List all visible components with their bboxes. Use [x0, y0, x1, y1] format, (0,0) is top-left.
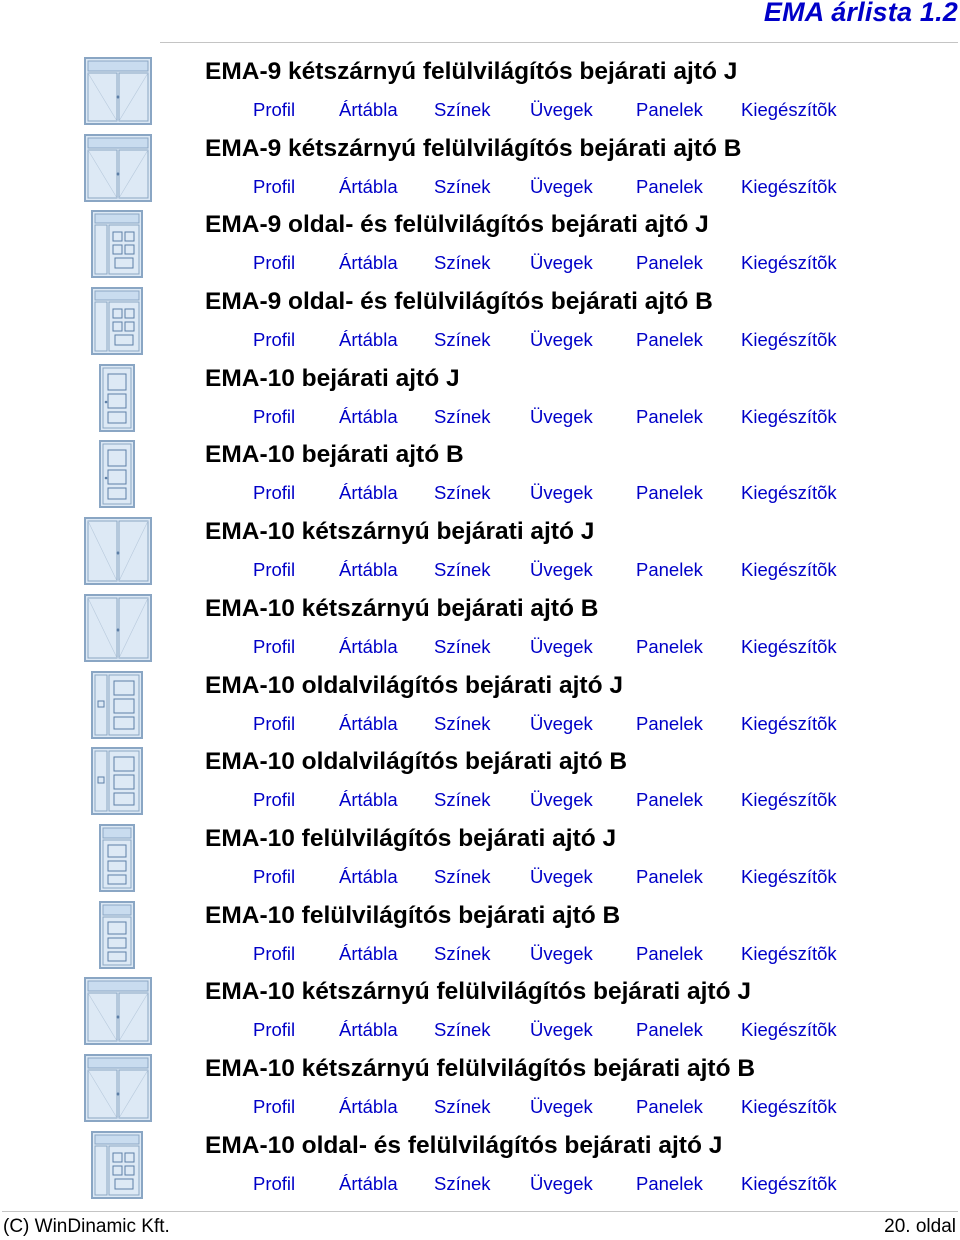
product-entry [0, 516, 960, 593]
link-artabla[interactable]: Ártábla [339, 405, 398, 427]
link-uvegek[interactable]: Üvegek [530, 789, 593, 811]
link-artabla[interactable]: Ártábla [339, 1172, 398, 1194]
link-profil[interactable]: Profil [253, 482, 296, 504]
product-link-bar [0, 636, 960, 660]
product-title: EMA-10 kétszárnyú bejárati ajtó J [205, 518, 595, 546]
link-kiegeszitok[interactable]: Kiegészítõk [741, 712, 837, 734]
product-title: EMA-10 felülvilágítós bejárati ajtó B [205, 901, 621, 929]
link-artabla[interactable]: Ártábla [339, 1095, 398, 1117]
product-link-bar [0, 176, 960, 200]
product-link-bar [0, 1173, 960, 1197]
link-uvegek[interactable]: Üvegek [530, 482, 593, 504]
link-szinek[interactable]: Színek [434, 865, 491, 887]
link-panelek[interactable]: Panelek [636, 865, 703, 887]
product-entry [0, 286, 960, 363]
product-link-bar [0, 252, 960, 276]
link-szinek[interactable]: Színek [434, 482, 491, 504]
product-entry [0, 670, 960, 747]
link-szinek[interactable]: Színek [434, 1019, 491, 1041]
link-panelek[interactable]: Panelek [636, 559, 703, 581]
product-link-bar [0, 1096, 960, 1120]
product-entry [0, 900, 960, 977]
page-header-title: EMA árlista 1.2 [763, 0, 958, 27]
link-panelek[interactable]: Panelek [636, 405, 703, 427]
link-kiegeszitok[interactable]: Kiegészítõk [741, 865, 837, 887]
product-entry [0, 56, 960, 133]
product-title: EMA-10 bejárati ajtó B [205, 441, 464, 469]
link-kiegeszitok[interactable]: Kiegészítõk [741, 1172, 837, 1194]
product-link-bar [0, 866, 960, 890]
link-artabla[interactable]: Ártábla [339, 175, 398, 197]
link-kiegeszitok[interactable]: Kiegészítõk [741, 99, 837, 120]
link-panelek[interactable]: Panelek [636, 1019, 703, 1041]
link-panelek[interactable]: Panelek [636, 1095, 703, 1117]
product-entry [0, 746, 960, 823]
product-link-bar [0, 713, 960, 737]
footer-page-number: 20. oldal [884, 1216, 956, 1237]
link-panelek[interactable]: Panelek [636, 1172, 703, 1194]
product-title: EMA-9 oldal- és felülvilágítós bejárati ajtó J [205, 211, 709, 239]
footer-copyright: (C) WinDinamic Kft. [3, 1216, 170, 1237]
link-panelek[interactable]: Panelek [636, 482, 703, 504]
product-title: EMA-9 oldal- és felülvilágítós bejárati ajtó B [205, 288, 713, 316]
link-uvegek[interactable]: Üvegek [530, 1095, 593, 1117]
link-uvegek[interactable]: Üvegek [530, 175, 593, 197]
link-uvegek[interactable]: Üvegek [530, 712, 593, 734]
product-entry [0, 1130, 960, 1207]
link-szinek[interactable]: Színek [434, 329, 491, 351]
link-kiegeszitok[interactable]: Kiegészítõk [741, 175, 837, 197]
link-kiegeszitok[interactable]: Kiegészítõk [741, 405, 837, 427]
product-title: EMA-10 oldalvilágítós bejárati ajtó B [205, 748, 628, 776]
link-uvegek[interactable]: Üvegek [530, 99, 593, 120]
link-profil[interactable]: Profil [253, 329, 296, 351]
product-title: EMA-10 kétszárnyú felülvilágítós bejárati ajtó B [205, 1054, 756, 1082]
link-panelek[interactable]: Panelek [636, 99, 703, 120]
link-artabla[interactable]: Ártábla [339, 559, 398, 581]
link-profil[interactable]: Profil [253, 712, 296, 734]
product-link-bar [0, 1019, 960, 1043]
product-link-bar [0, 406, 960, 430]
link-szinek[interactable]: Színek [434, 559, 491, 581]
product-title: EMA-10 kétszárnyú bejárati ajtó B [205, 594, 599, 622]
product-title: EMA-10 kétszárnyú felülvilágítós bejárati ajtó J [205, 978, 751, 1006]
link-artabla[interactable]: Ártábla [339, 635, 398, 657]
link-szinek[interactable]: Színek [434, 942, 491, 964]
link-szinek[interactable]: Színek [434, 1172, 491, 1194]
product-link-bar [0, 943, 960, 967]
link-profil[interactable]: Profil [253, 635, 296, 657]
product-link-bar [0, 789, 960, 813]
link-uvegek[interactable]: Üvegek [530, 559, 593, 581]
link-panelek[interactable]: Panelek [636, 789, 703, 811]
link-kiegeszitok[interactable]: Kiegészítõk [741, 942, 837, 964]
product-entry [0, 1053, 960, 1130]
link-szinek[interactable]: Színek [434, 789, 491, 811]
link-profil[interactable]: Profil [253, 405, 296, 427]
link-uvegek[interactable]: Üvegek [530, 942, 593, 964]
link-panelek[interactable]: Panelek [636, 942, 703, 964]
link-uvegek[interactable]: Üvegek [530, 1019, 593, 1041]
link-profil[interactable]: Profil [253, 99, 296, 120]
link-kiegeszitok[interactable]: Kiegészítõk [741, 635, 837, 657]
header-divider [160, 42, 958, 43]
link-profil[interactable]: Profil [253, 175, 296, 197]
link-artabla[interactable]: Ártábla [339, 482, 398, 504]
link-profil[interactable]: Profil [253, 1019, 296, 1041]
product-link-bar [0, 99, 960, 123]
link-kiegeszitok[interactable]: Kiegészítõk [741, 1095, 837, 1117]
link-szinek[interactable]: Színek [434, 712, 491, 734]
link-artabla[interactable]: Ártábla [339, 712, 398, 734]
link-szinek[interactable]: Színek [434, 99, 491, 120]
link-profil[interactable]: Profil [253, 1095, 296, 1117]
product-title: EMA-9 kétszárnyú felülvilágítós bejárati ajtó J [205, 58, 738, 85]
link-kiegeszitok[interactable]: Kiegészítõk [741, 789, 837, 811]
link-szinek[interactable]: Színek [434, 1095, 491, 1117]
product-list [0, 56, 960, 1206]
product-entry [0, 133, 960, 210]
link-uvegek[interactable]: Üvegek [530, 865, 593, 887]
link-artabla[interactable]: Ártábla [339, 789, 398, 811]
link-artabla[interactable]: Ártábla [339, 329, 398, 351]
link-artabla[interactable]: Ártábla [339, 942, 398, 964]
product-entry [0, 209, 960, 286]
link-szinek[interactable]: Színek [434, 175, 491, 197]
link-artabla[interactable]: Ártábla [339, 865, 398, 887]
link-profil[interactable]: Profil [253, 252, 296, 274]
link-artabla[interactable]: Ártábla [339, 1019, 398, 1041]
link-uvegek[interactable]: Üvegek [530, 329, 593, 351]
link-profil[interactable]: Profil [253, 865, 296, 887]
link-profil[interactable]: Profil [253, 789, 296, 811]
product-title: EMA-10 felülvilágítós bejárati ajtó J [205, 824, 617, 852]
link-uvegek[interactable]: Üvegek [530, 635, 593, 657]
link-kiegeszitok[interactable]: Kiegészítõk [741, 252, 837, 274]
link-panelek[interactable]: Panelek [636, 635, 703, 657]
product-link-bar [0, 329, 960, 353]
link-panelek[interactable]: Panelek [636, 329, 703, 351]
product-title: EMA-10 bejárati ajtó J [205, 364, 460, 392]
product-title: EMA-10 oldal- és felülvilágítós bejárati ajtó J [205, 1131, 723, 1159]
link-szinek[interactable]: Színek [434, 635, 491, 657]
link-szinek[interactable]: Színek [434, 252, 491, 274]
link-kiegeszitok[interactable]: Kiegészítõk [741, 482, 837, 504]
link-panelek[interactable]: Panelek [636, 175, 703, 197]
product-entry [0, 593, 960, 670]
link-kiegeszitok[interactable]: Kiegészítõk [741, 329, 837, 351]
link-uvegek[interactable]: Üvegek [530, 1172, 593, 1194]
link-uvegek[interactable]: Üvegek [530, 252, 593, 274]
product-link-bar [0, 559, 960, 583]
link-profil[interactable]: Profil [253, 559, 296, 581]
product-title: EMA-10 oldalvilágítós bejárati ajtó J [205, 671, 623, 699]
link-panelek[interactable]: Panelek [636, 712, 703, 734]
link-kiegeszitok[interactable]: Kiegészítõk [741, 1019, 837, 1041]
product-entry [0, 439, 960, 516]
link-artabla[interactable]: Ártábla [339, 252, 398, 274]
product-entry [0, 976, 960, 1053]
link-szinek[interactable]: Színek [434, 405, 491, 427]
link-kiegeszitok[interactable]: Kiegészítõk [741, 559, 837, 581]
link-panelek[interactable]: Panelek [636, 252, 703, 274]
product-entry [0, 823, 960, 900]
link-profil[interactable]: Profil [253, 1172, 296, 1194]
link-uvegek[interactable]: Üvegek [530, 405, 593, 427]
footer-divider [2, 1211, 958, 1212]
product-title: EMA-9 kétszárnyú felülvilágítós bejárati ajtó B [205, 134, 742, 162]
product-link-bar [0, 482, 960, 506]
link-artabla[interactable]: Ártábla [339, 99, 398, 120]
link-profil[interactable]: Profil [253, 942, 296, 964]
product-entry [0, 363, 960, 440]
